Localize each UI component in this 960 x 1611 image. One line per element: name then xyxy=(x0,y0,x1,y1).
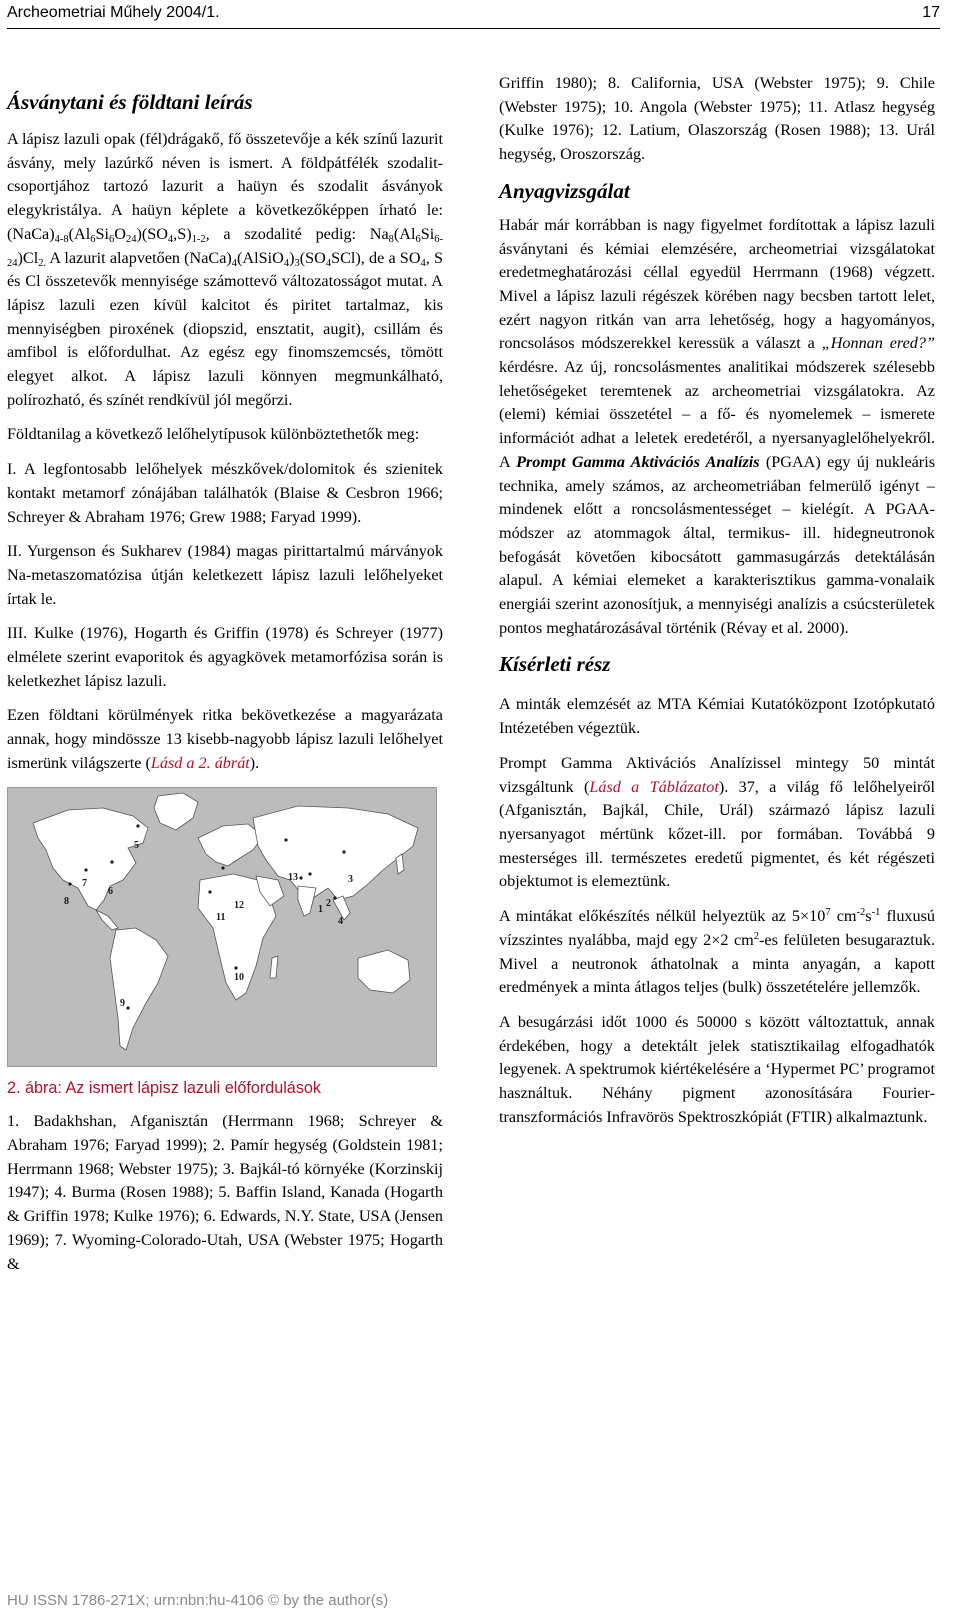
map-label-2: 2 xyxy=(326,897,331,909)
map-label-10: 10 xyxy=(234,971,244,983)
paragraph-samples: Prompt Gamma Aktivációs Analízissel mintegy 50 mintát vizsgáltunk (Lásd a Táblázatot). 37, a világ fő lelőhelyeiről (Afganisztán, Bajkál, Chile, Urál) származó lápisz lazuli nyersanyagot mértünk kőzet-ill. por formában. Továbbá 9 mesterséges ill. természetes eredetű pigmentet, és két régészeti objektumot is elemeztünk. xyxy=(499,753,935,891)
map-label-12: 12 xyxy=(234,899,244,911)
paragraph-irradiation: A mintákat előkészítés nélkül helyeztük az $5\times 10^7$ $cm^{-2}s^{-1}$ fluxusú vízszintes nyalábba, majd egy 2×2 $cm^2-es$ felületen besugaraztuk. Mivel a neutronok áthatolnak a minta anyagán, a kapott eredmények a minta átlagos teljes (bulk) összetételére jellemzők. xyxy=(499,907,936,997)
paragraph-deposit-types-intro: Földtanilag a következő lelőhelytípusok különböztethetők meg: xyxy=(7,425,420,444)
map-label-8: 8 xyxy=(64,895,69,907)
map-label-7: 7 xyxy=(82,877,87,889)
section-heading-experimental: Kísérleti rész xyxy=(499,652,611,677)
paragraph-type-2: II. Yurgenson és Sukharev (1984) magas pirittartalmú márványok Na-metaszomatózisa útján keletkezett lápisz lazuli lelőhelyeket írtak le. xyxy=(7,542,443,608)
journal-title: Archeometriai Műhely 2004/1. xyxy=(7,4,220,21)
figure-reference-link[interactable]: Lásd a 2. ábrát xyxy=(150,753,250,772)
map-label-9: 9 xyxy=(120,997,125,1009)
paragraph-measurement-time: A besugárzási időt 1000 és 50000 s között változtattuk, annak érdekében, hogy a detektált jelek statisztikailag elfogadhatók legyenek. A spektrumok kiértékelésére a ‘Hypermet PC’ programot használtuk. Néhány pigment azonosítására Fourier-transzformációs Infravörös Spektroszkópiát (FTIR) alkalmaztunk. xyxy=(499,1012,935,1126)
footer-issn: HU ISSN 1786-271X; urn:nbn:hu-4106 © by the author(s) xyxy=(7,1592,389,1609)
world-map-figure xyxy=(7,787,437,1067)
map-label-3: 3 xyxy=(348,873,353,885)
map-label-11: 11 xyxy=(216,911,226,923)
paragraph-composition: A lápisz lazuli opak (fél)drágakő, fő összetevője a kék színű lazurit ásvány, mely lazúrkő néven is ismert. A földpátfélék szodalit-csoportjához tartozó lazurit a haüyn és szodalit ásványok elegykristálya. A haüyn képlete a következőképpen írható le: $(NaCa)_{4-8}(Al_6Si_6O_{24})(SO_4,S)_{1-2}$, a szodalité pedig: $Na_8(Al_6Si_{6-24})Cl_{2.}$ A lazurit alapvetően $(NaCa)_4(AlSiO_4)_3(SO_4SCl)$, de a $SO_4$, S és Cl összetevők mennyisége számottevő változatosságot mutat. A lápisz lazuli ezen kívül kalcitot és piritet tartalmaz, kis mennyiségben piroxének (diopszid, ensztatit, augit), csillám és amfibol is előfordulhat. Az egész egy finomszemcsés, tömött elegyet alkot. A lápisz lazuli könnyen megmunkálható, polírozható, és színét rendkívül jól megőrzi. xyxy=(7,130,443,409)
section-heading-material-analysis: Anyagvizsgálat xyxy=(499,178,630,203)
paragraph-type-1: I. A legfontosabb lelőhelyek mészkővek/dolomitok és szienitek kontakt metamorf zónájában találhatók (Blaise & Cesbron 1966; Schreyer & Abraham 1976; Grew 1988; Faryad 1999). xyxy=(7,460,443,526)
left-column xyxy=(7,62,443,1287)
page-number: 17 xyxy=(922,4,940,21)
paragraph-pgaa: Habár már korrábban is nagy figyelmet fordítottak a lápisz lazuli ásványtani és kémiai elemzésére, archeometriai vizsgálatokat eredetmeghatározási céllal egyedül Herrmann (1968) végzett. Mivel a lápisz lazuli régészek körében nagy becsben tartott lelet, ezért nagyon ritkán van arra lehetőség, hogy a hagyományos, roncsolásos módszerekkel keressük a választ a „Honnan ered?” kérdésre. Az új, roncsolásmentes analitikai módszerek szélesebb lehetőségeket teremtenek az archeometriai vizsgálatokra. Az (elemi) kémiai összetétel – a fő- és nyomelemek – ismerete információt adhat a leletek eredetéről, a nyersanyaglelőhelyekről. A Prompt Gamma Aktivációs Analízis (PGAA) egy új nukleáris technika, amely számos, az archeometriában felmerülő igényt – mindenek előtt a roncsolásmentességet – kielégít. A PGAA-módszer az atommagok által, termikus- ill. hidegneutronok befogását követően kibocsátott gammasugárzás detektálásán alapul. A kémiai elemeket a karakterisztikus gamma-vonalaik energiái szerint azonosítjuk, a mennyiségi analízis a csúcsterületek pontos meghatározásával történik (Révay et al. 2000). xyxy=(499,215,935,637)
paragraph-locality-list: 1. Badakhshan, Afganisztán (Herrmann 1968; Schreyer & Abraham 1976; Faryad 1999); 2. Pamír hegység (Goldstein 1981; Herrmann 1968; Webster 1975); 3. Bajkál-tó környéke (Korzinskij 1947); 4. Burma (Rosen 1988); 5. Baffin Island, Kanada (Hogarth & Griffin 1978; Kulke 1976); 6. Edwards, N.Y. State, USA (Jensen 1969); 7. Wyoming-Colorado-Utah, USA (Webster 1975; Hogarth & xyxy=(7,1112,443,1273)
paragraph-rarity: Ezen földtani körülmények ritka bekövetkezése a magyarázata annak, hogy mindössze 13 kisebb-nagyobb lápisz lazuli lelőhelyet ismerünk világszerte (Lásd a 2. ábrát). xyxy=(7,706,443,772)
paragraph-institute: A minták elemzését az MTA Kémiai Kutatóközpont Izotópkutató Intézetében végeztük. xyxy=(499,695,935,738)
table-reference-link[interactable]: Lásd a Táblázatot xyxy=(589,777,719,796)
paragraph-type-3: III. Kulke (1976), Hogarth és Griffin (1978) és Schreyer (1977) elmélete szerint evaporitok és agyagkövek metamorfózisa során is keletkezhet lápisz lazuli. xyxy=(7,624,443,690)
map-label-1: 1 xyxy=(318,903,323,915)
map-label-4: 4 xyxy=(338,915,343,927)
figure-caption: 2. ábra: Az ismert lápisz lazuli előfordulások xyxy=(7,1078,322,1097)
running-header xyxy=(7,2,940,29)
section-heading-mineralogy: Ásványtani és földtani leírás xyxy=(7,90,253,114)
paragraph-locality-list-cont: Griffin 1980); 8. California, USA (Webster 1975); 9. Chile (Webster 1975); 10. Angola (Webster 1975); 11. Atlasz hegység (Kulke 1976); 12. Latium, Olaszország (Rosen 1988); 13. Urál hegység, Oroszország. xyxy=(499,74,935,164)
right-column xyxy=(499,72,935,1140)
map-label-5: 5 xyxy=(134,839,139,851)
map-label-6: 6 xyxy=(108,885,113,897)
map-label-13: 13 xyxy=(288,871,298,883)
